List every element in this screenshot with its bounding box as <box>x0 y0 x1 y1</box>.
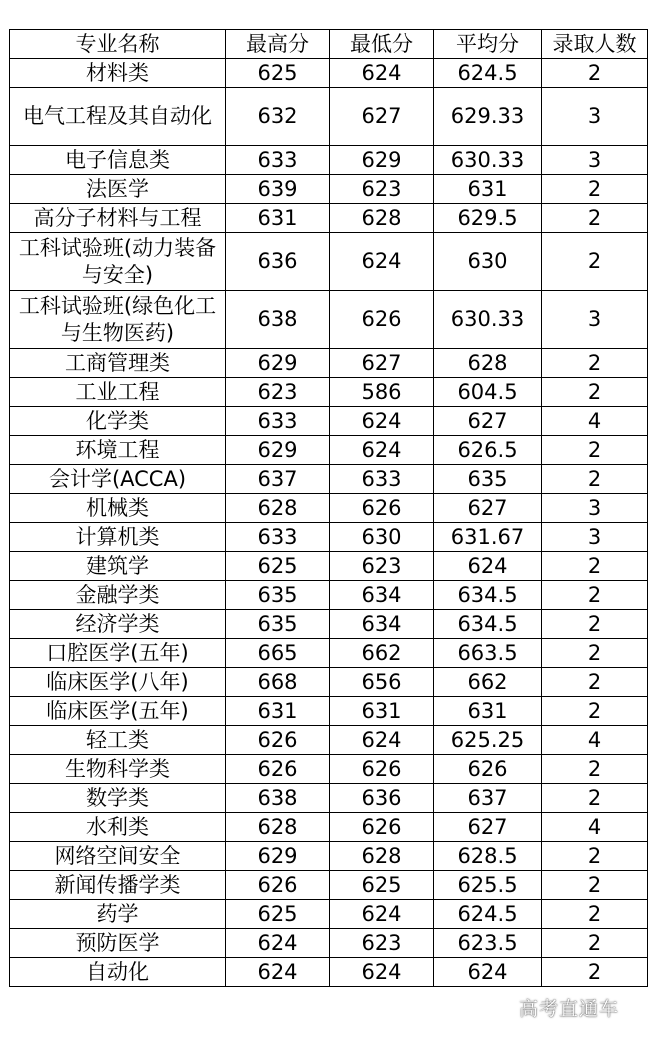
admitted-count-cell: 3 <box>542 88 648 146</box>
major-name-cell: 生物科学类 <box>10 755 226 784</box>
admitted-count-cell: 2 <box>542 639 648 668</box>
min-score-cell: 634 <box>330 610 434 639</box>
max-score-cell: 635 <box>226 610 330 639</box>
major-name-cell: 金融学类 <box>10 581 226 610</box>
max-score-cell: 635 <box>226 581 330 610</box>
table-row <box>10 291 648 349</box>
table-row <box>10 59 648 88</box>
table-row <box>10 378 648 407</box>
major-name-cell: 材料类 <box>10 59 226 88</box>
table-row <box>10 842 648 871</box>
table-row <box>10 726 648 755</box>
avg-score-cell: 629.5 <box>434 204 542 233</box>
max-score-cell: 626 <box>226 726 330 755</box>
max-score-cell: 628 <box>226 494 330 523</box>
avg-score-cell: 624 <box>434 552 542 581</box>
major-name-cell: 数学类 <box>10 784 226 813</box>
avg-score-cell: 628.5 <box>434 842 542 871</box>
admitted-count-cell: 2 <box>542 871 648 900</box>
major-name-cell: 化学类 <box>10 407 226 436</box>
admitted-count-cell: 2 <box>542 842 648 871</box>
major-name-cell: 药学 <box>10 900 226 929</box>
admitted-count-cell: 2 <box>542 233 648 291</box>
max-score-cell: 626 <box>226 871 330 900</box>
admitted-count-cell: 2 <box>542 349 648 378</box>
header-major-name: 专业名称 <box>10 30 226 59</box>
major-name-cell: 自动化 <box>10 958 226 987</box>
header-min-score: 最低分 <box>330 30 434 59</box>
major-name-cell: 高分子材料与工程 <box>10 204 226 233</box>
table-row <box>10 204 648 233</box>
admitted-count-cell: 2 <box>542 378 648 407</box>
admitted-count-cell: 2 <box>542 465 648 494</box>
major-name-cell: 环境工程 <box>10 436 226 465</box>
avg-score-cell: 625.25 <box>434 726 542 755</box>
max-score-cell: 624 <box>226 929 330 958</box>
major-name-cell: 水利类 <box>10 813 226 842</box>
avg-score-cell: 631.67 <box>434 523 542 552</box>
major-name-cell: 工业工程 <box>10 378 226 407</box>
avg-score-cell: 624.5 <box>434 59 542 88</box>
min-score-cell: 625 <box>330 871 434 900</box>
min-score-cell: 626 <box>330 494 434 523</box>
avg-score-cell: 630.33 <box>434 291 542 349</box>
table-row <box>10 900 648 929</box>
header-admitted-count: 录取人数 <box>542 30 648 59</box>
table-row <box>10 465 648 494</box>
header-avg-score: 平均分 <box>434 30 542 59</box>
max-score-cell: 625 <box>226 552 330 581</box>
admitted-count-cell: 2 <box>542 929 648 958</box>
header-max-score: 最高分 <box>226 30 330 59</box>
min-score-cell: 624 <box>330 59 434 88</box>
avg-score-cell: 623.5 <box>434 929 542 958</box>
major-name-cell: 网络空间安全 <box>10 842 226 871</box>
table-row <box>10 958 648 987</box>
table-row <box>10 436 648 465</box>
admitted-count-cell: 2 <box>542 610 648 639</box>
min-score-cell: 634 <box>330 581 434 610</box>
max-score-cell: 633 <box>226 523 330 552</box>
min-score-cell: 624 <box>330 436 434 465</box>
max-score-cell: 629 <box>226 349 330 378</box>
table-row <box>10 88 648 146</box>
admitted-count-cell: 3 <box>542 523 648 552</box>
avg-score-cell: 604.5 <box>434 378 542 407</box>
avg-score-cell: 634.5 <box>434 581 542 610</box>
avg-score-cell: 627 <box>434 813 542 842</box>
avg-score-cell: 631 <box>434 175 542 204</box>
admitted-count-cell: 2 <box>542 204 648 233</box>
avg-score-cell: 631 <box>434 697 542 726</box>
table-row <box>10 552 648 581</box>
admitted-count-cell: 2 <box>542 900 648 929</box>
min-score-cell: 626 <box>330 291 434 349</box>
admitted-count-cell: 4 <box>542 726 648 755</box>
max-score-cell: 631 <box>226 697 330 726</box>
admitted-count-cell: 2 <box>542 958 648 987</box>
major-name-cell: 轻工类 <box>10 726 226 755</box>
avg-score-cell: 663.5 <box>434 639 542 668</box>
major-name-cell: 法医学 <box>10 175 226 204</box>
min-score-cell: 627 <box>330 349 434 378</box>
avg-score-cell: 635 <box>434 465 542 494</box>
major-name-cell: 工科试验班(动力装备与安全) <box>10 233 226 291</box>
admitted-count-cell: 2 <box>542 581 648 610</box>
max-score-cell: 631 <box>226 204 330 233</box>
max-score-cell: 639 <box>226 175 330 204</box>
table-row <box>10 784 648 813</box>
admitted-count-cell: 2 <box>542 697 648 726</box>
table-body <box>10 59 648 987</box>
min-score-cell: 633 <box>330 465 434 494</box>
max-score-cell: 633 <box>226 146 330 175</box>
max-score-cell: 638 <box>226 784 330 813</box>
min-score-cell: 624 <box>330 900 434 929</box>
table-row <box>10 871 648 900</box>
table-row <box>10 175 648 204</box>
max-score-cell: 624 <box>226 958 330 987</box>
admitted-count-cell: 2 <box>542 784 648 813</box>
admitted-count-cell: 4 <box>542 813 648 842</box>
admitted-count-cell: 2 <box>542 436 648 465</box>
table-row <box>10 697 648 726</box>
major-name-cell: 电子信息类 <box>10 146 226 175</box>
major-name-cell: 口腔医学(五年) <box>10 639 226 668</box>
major-name-cell: 经济学类 <box>10 610 226 639</box>
min-score-cell: 624 <box>330 233 434 291</box>
major-name-cell: 建筑学 <box>10 552 226 581</box>
max-score-cell: 629 <box>226 842 330 871</box>
major-name-cell: 工科试验班(绿色化工与生物医药) <box>10 291 226 349</box>
min-score-cell: 627 <box>330 88 434 146</box>
watermark-text: 高考直通车 <box>519 998 620 1020</box>
table-row <box>10 523 648 552</box>
avg-score-cell: 624 <box>434 958 542 987</box>
max-score-cell: 632 <box>226 88 330 146</box>
admitted-count-cell: 3 <box>542 291 648 349</box>
min-score-cell: 662 <box>330 639 434 668</box>
max-score-cell: 668 <box>226 668 330 697</box>
avg-score-cell: 634.5 <box>434 610 542 639</box>
admitted-count-cell: 2 <box>542 668 648 697</box>
max-score-cell: 665 <box>226 639 330 668</box>
table-row <box>10 233 648 291</box>
avg-score-cell: 629.33 <box>434 88 542 146</box>
major-name-cell: 机械类 <box>10 494 226 523</box>
avg-score-cell: 627 <box>434 494 542 523</box>
table-row <box>10 813 648 842</box>
table-row <box>10 349 648 378</box>
min-score-cell: 636 <box>330 784 434 813</box>
table-row <box>10 929 648 958</box>
min-score-cell: 626 <box>330 813 434 842</box>
min-score-cell: 628 <box>330 204 434 233</box>
min-score-cell: 656 <box>330 668 434 697</box>
major-name-cell: 临床医学(八年) <box>10 668 226 697</box>
avg-score-cell: 626 <box>434 755 542 784</box>
max-score-cell: 633 <box>226 407 330 436</box>
major-name-cell: 工商管理类 <box>10 349 226 378</box>
major-name-cell: 新闻传播学类 <box>10 871 226 900</box>
avg-score-cell: 628 <box>434 349 542 378</box>
major-name-cell: 会计学(ACCA) <box>10 465 226 494</box>
admission-scores-table <box>9 29 648 987</box>
major-name-cell: 电气工程及其自动化 <box>10 88 226 146</box>
table-row <box>10 581 648 610</box>
table-row <box>10 494 648 523</box>
avg-score-cell: 662 <box>434 668 542 697</box>
max-score-cell: 625 <box>226 900 330 929</box>
min-score-cell: 630 <box>330 523 434 552</box>
avg-score-cell: 630 <box>434 233 542 291</box>
avg-score-cell: 630.33 <box>434 146 542 175</box>
avg-score-cell: 625.5 <box>434 871 542 900</box>
admitted-count-cell: 2 <box>542 59 648 88</box>
major-name-cell: 计算机类 <box>10 523 226 552</box>
min-score-cell: 623 <box>330 929 434 958</box>
avg-score-cell: 624.5 <box>434 900 542 929</box>
min-score-cell: 586 <box>330 378 434 407</box>
max-score-cell: 623 <box>226 378 330 407</box>
admitted-count-cell: 2 <box>542 175 648 204</box>
max-score-cell: 625 <box>226 59 330 88</box>
min-score-cell: 631 <box>330 697 434 726</box>
table-header-row <box>10 30 648 59</box>
min-score-cell: 628 <box>330 842 434 871</box>
min-score-cell: 623 <box>330 175 434 204</box>
table-row <box>10 639 648 668</box>
table-row <box>10 407 648 436</box>
avg-score-cell: 637 <box>434 784 542 813</box>
max-score-cell: 629 <box>226 436 330 465</box>
major-name-cell: 预防医学 <box>10 929 226 958</box>
table-row <box>10 668 648 697</box>
admitted-count-cell: 3 <box>542 146 648 175</box>
max-score-cell: 626 <box>226 755 330 784</box>
max-score-cell: 638 <box>226 291 330 349</box>
admitted-count-cell: 2 <box>542 552 648 581</box>
min-score-cell: 624 <box>330 726 434 755</box>
min-score-cell: 624 <box>330 958 434 987</box>
min-score-cell: 623 <box>330 552 434 581</box>
avg-score-cell: 627 <box>434 407 542 436</box>
min-score-cell: 624 <box>330 407 434 436</box>
min-score-cell: 626 <box>330 755 434 784</box>
avg-score-cell: 626.5 <box>434 436 542 465</box>
admitted-count-cell: 3 <box>542 494 648 523</box>
max-score-cell: 637 <box>226 465 330 494</box>
max-score-cell: 636 <box>226 233 330 291</box>
major-name-cell: 临床医学(五年) <box>10 697 226 726</box>
admitted-count-cell: 4 <box>542 407 648 436</box>
max-score-cell: 628 <box>226 813 330 842</box>
table-row <box>10 610 648 639</box>
min-score-cell: 629 <box>330 146 434 175</box>
admitted-count-cell: 2 <box>542 755 648 784</box>
table-row <box>10 146 648 175</box>
table-row <box>10 755 648 784</box>
